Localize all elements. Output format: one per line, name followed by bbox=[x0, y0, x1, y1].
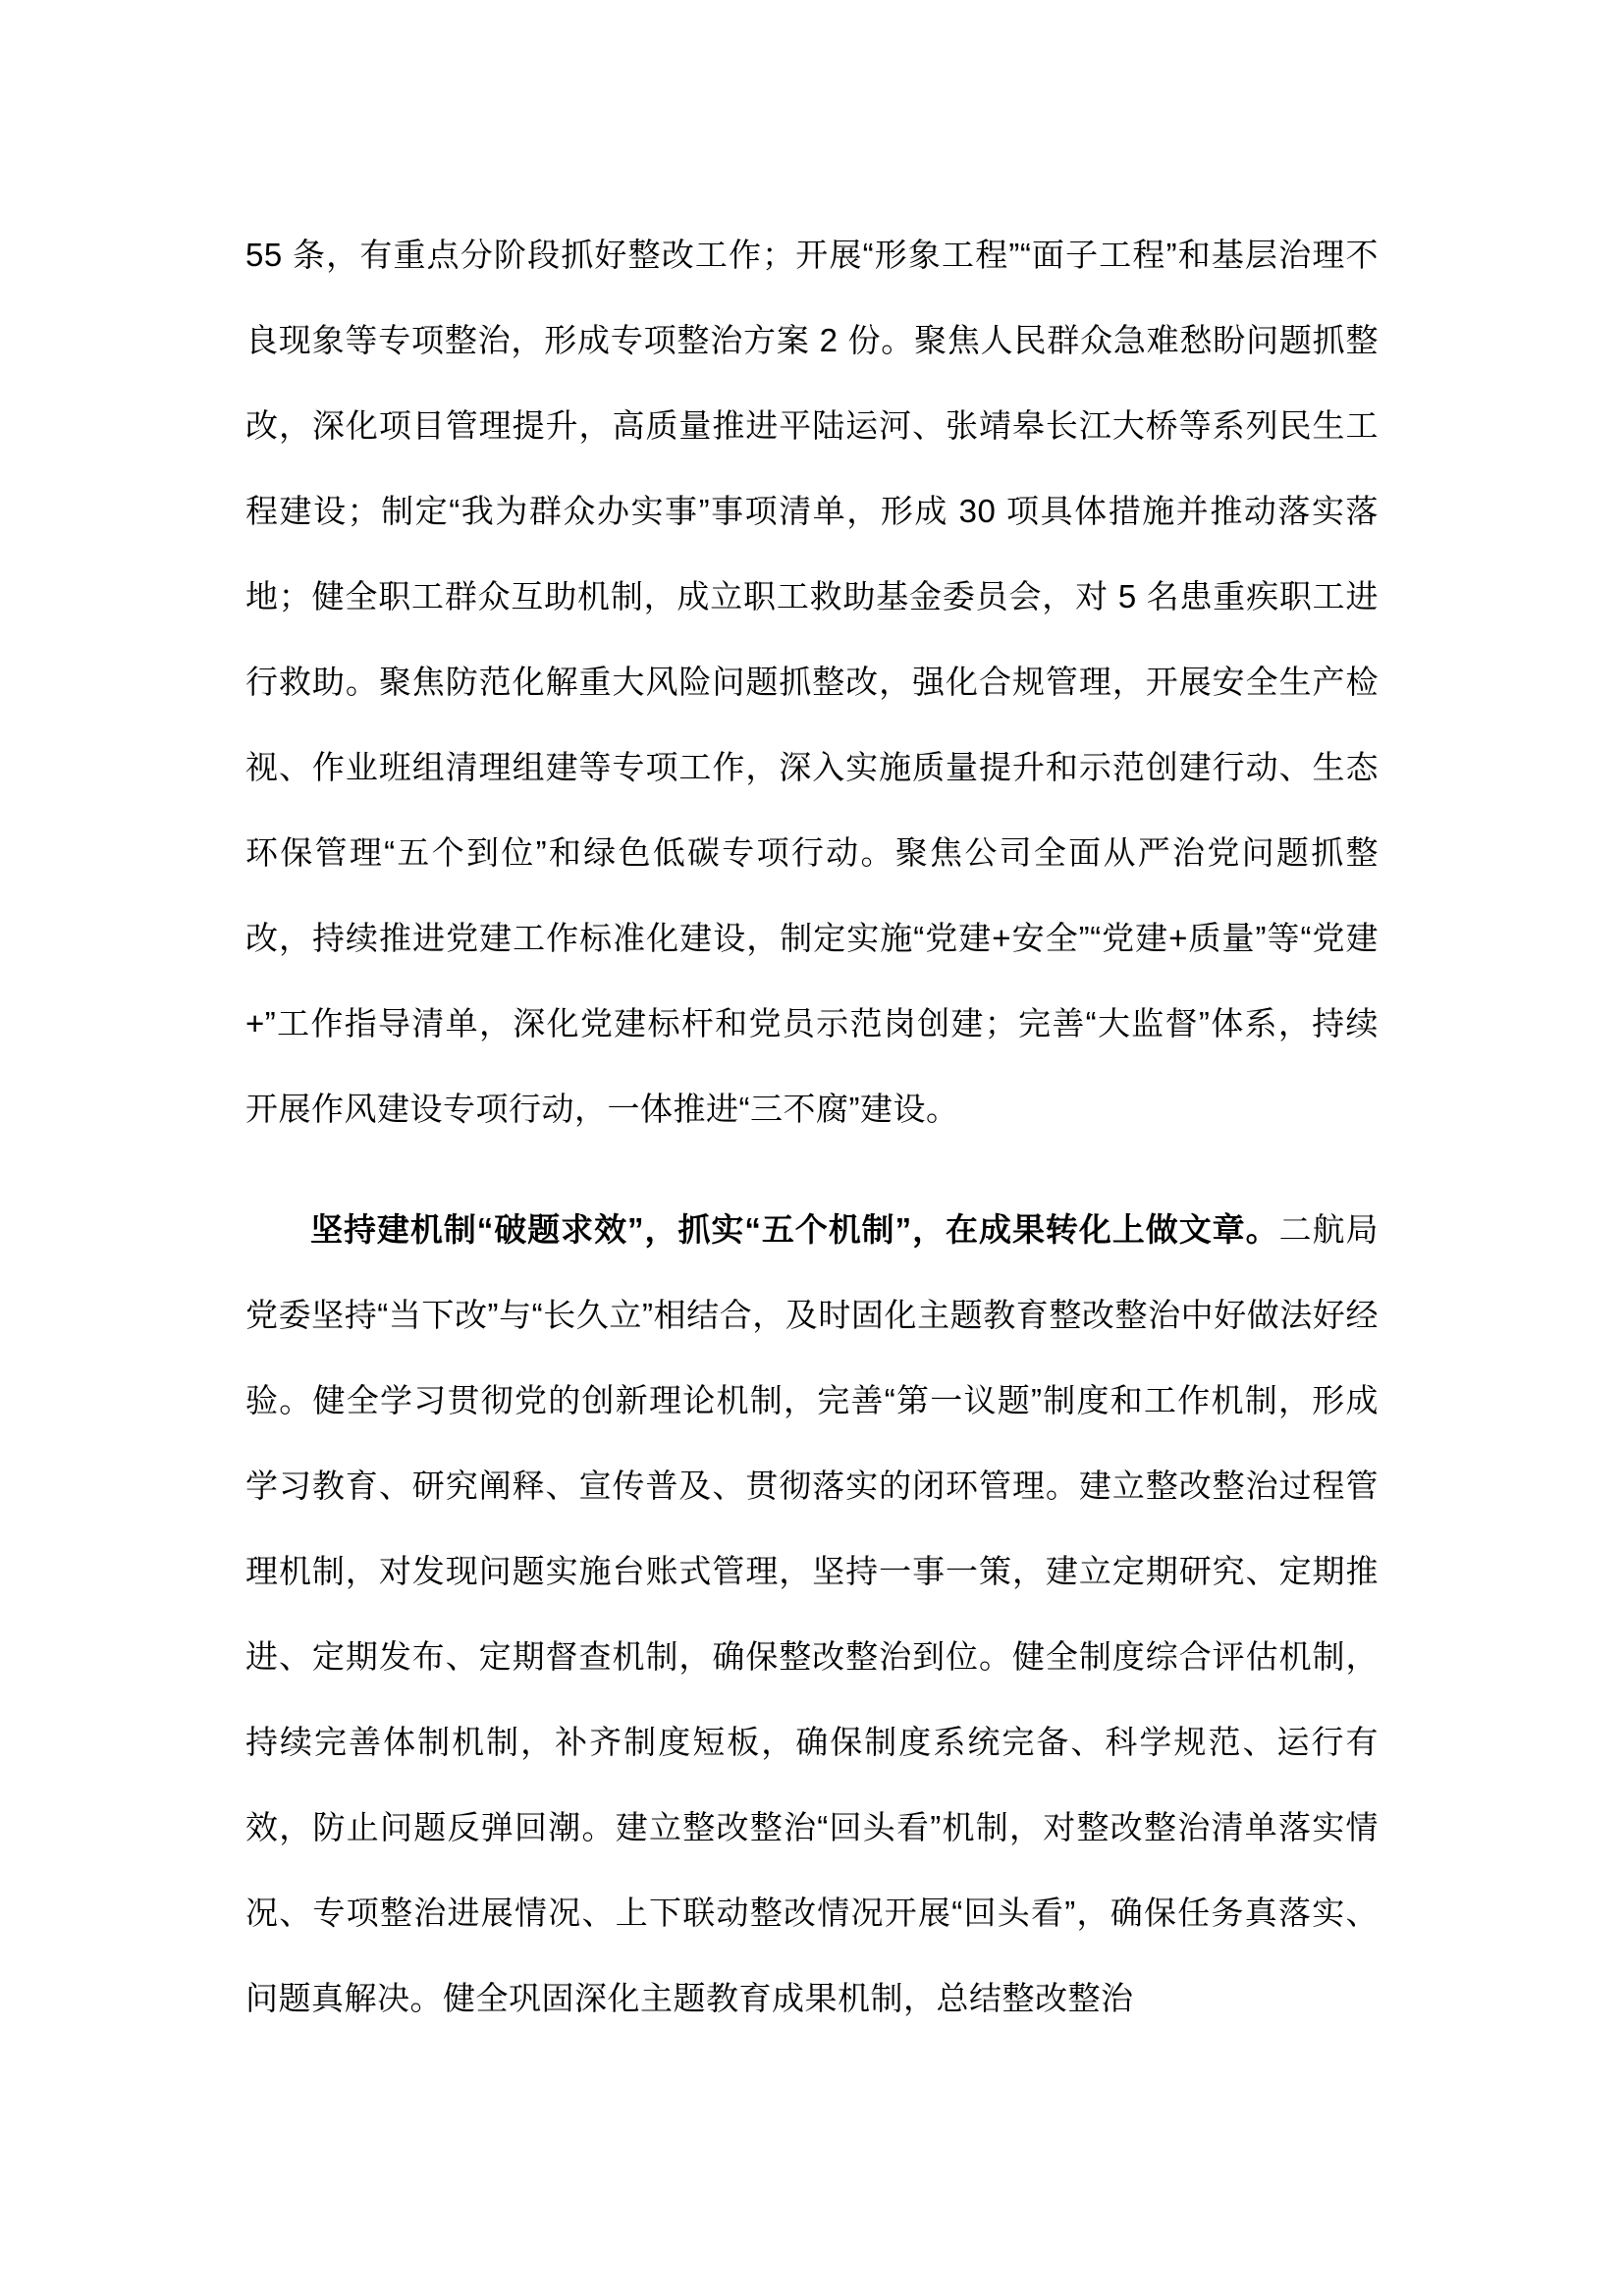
paragraph bbox=[245, 212, 1379, 1151]
paragraph-lead-bold: 坚持建机制“破题求效”，抓实“五个机制”，在成果转化上做文章。 bbox=[310, 1211, 1279, 1248]
paragraph-text: 55 条，有重点分阶段抓好整改工作；开展“形象工程”“面子工程”和基层治理不良现象等专项整治，形成专项整治方案 2 份。聚焦人民群众急难愁盼问题抓整改，深化项目管理提升，高质量推进平陆运河、张靖皋长江大桥等系列民生工程建设；制定“我为群众办实事”事项清单，形成 30 项具体措施并推动落实落地；健全职工群众互助机制，成立职工救助基金委员会，对 5 名患重疾职工进行救助。聚焦防范化解重大风险问题抓整改，强化合规管理，开展安全生产检视、作业班组清理组建等专项工作，深入实施质量提升和示范创建行动、生态环保管理“五个到位”和绿色低碳专项行动。聚焦公司全面从严治党问题抓整改，持续推进党建工作标准化建设，制定实施“党建+安全”“党建+质量”等“党建+”工作指导清单，深化党建标杆和党员示范岗创建；完善“大监督”体系，持续开展作风建设专项行动，一体推进“三不腐”建设。 bbox=[245, 237, 1379, 1127]
paragraph bbox=[245, 1187, 1379, 2041]
paragraph-text: 二航局党委坚持“当下改”与“长久立”相结合，及时固化主题教育整改整治中好做法好经验。健全学习贯彻党的创新理论机制，完善“第一议题”制度和工作机制，形成学习教育、研究阐释、宣传普及、贯彻落实的闭环管理。建立整改整治过程管理机制，对发现问题实施台账式管理，坚持一事一策，建立定期研究、定期推进、定期发布、定期督查机制，确保整改整治到位。健全制度综合评估机制，持续完善体制机制，补齐制度短板，确保制度系统完备、科学规范、运行有效，防止问题反弹回潮。建立整改整治“回头看”机制，对整改整治清单落实情况、专项整治进展情况、上下联动整改情况开展“回头看”，确保任务真落实、问题真解决。健全巩固深化主题教育成果机制，总结整改整治 bbox=[245, 1211, 1380, 2016]
document-body bbox=[245, 212, 1379, 2041]
